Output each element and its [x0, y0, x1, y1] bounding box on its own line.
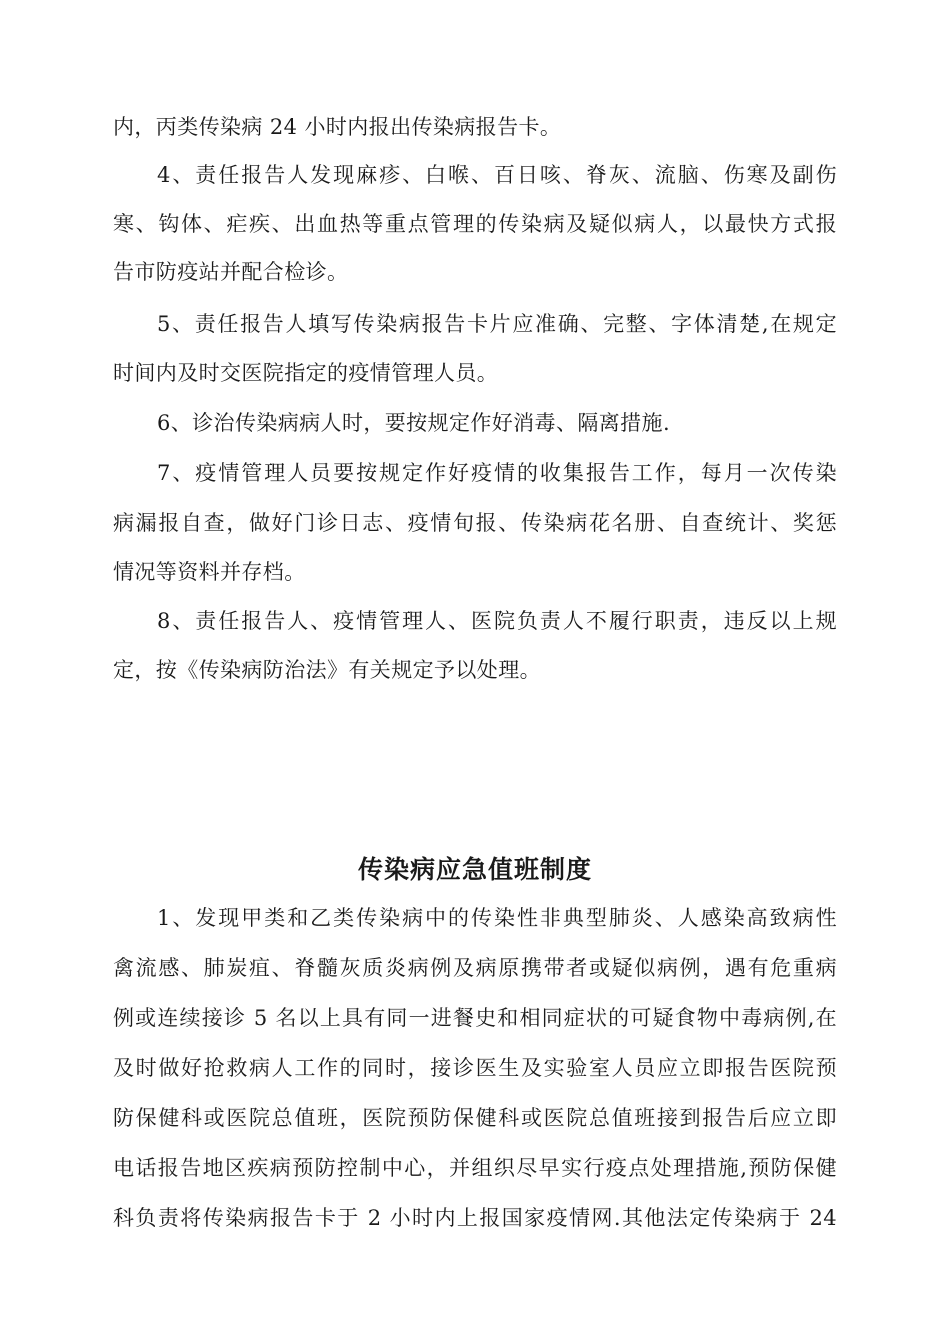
paragraph-line: 6、诊治传染病病人时，要按规定作好消毒、隔离措施.	[157, 411, 671, 435]
paragraph-line: 4、责任报告人发现麻疹、白喉、百日咳、脊灰、流脑、伤寒及副伤	[157, 163, 837, 187]
paragraph-line: 病漏报自查，做好门诊日志、疫情旬报、传染病花名册、自查统计、奖惩	[113, 511, 837, 535]
paragraph-line: 例或连续接诊 5 名以上具有同一进餐史和相同症状的可疑食物中毒病例,在	[113, 1006, 837, 1030]
paragraph-line: 情况等资料并存档。	[113, 560, 306, 584]
paragraph-line: 7、疫情管理人员要按规定作好疫情的收集报告工作，每月一次传染	[157, 461, 837, 485]
paragraph-line: 内，丙类传染病 24 小时内报出传染病报告卡。	[113, 115, 562, 139]
paragraph-line: 电话报告地区疾病预防控制中心，并组织尽早实行疫点处理措施,预防保健	[113, 1156, 837, 1180]
paragraph-line: 时间内及时交医院指定的疫情管理人员。	[113, 361, 499, 385]
paragraph-line: 禽流感、肺炭疽、脊髓灰质炎病例及病原携带者或疑似病例，遇有危重病	[113, 956, 837, 980]
paragraph-line: 科负责将传染病报告卡于 2 小时内上报国家疫情网.其他法定传染病于 24	[113, 1206, 837, 1230]
paragraph-line: 5、责任报告人填写传染病报告卡片应准确、完整、字体清楚,在规定	[157, 312, 837, 336]
paragraph-line: 1、发现甲类和乙类传染病中的传染性非典型肺炎、人感染高致病性	[157, 906, 837, 930]
paragraph-line: 及时做好抢救病人工作的同时，接诊医生及实验室人员应立即报告医院预	[113, 1056, 837, 1080]
paragraph-line: 告市防疫站并配合检诊。	[113, 260, 349, 284]
paragraph-line: 寒、钩体、疟疾、出血热等重点管理的传染病及疑似病人，以最快方式报	[113, 212, 837, 236]
paragraph-line: 防保健科或医院总值班，医院预防保健科或医院总值班接到报告后应立即	[113, 1106, 837, 1130]
paragraph-line: 8、责任报告人、疫情管理人、医院负责人不履行职责，违反以上规	[157, 609, 837, 633]
paragraph-line: 定，按《传染病防治法》有关规定予以处理。	[113, 658, 541, 682]
section-title: 传染病应急值班制度	[357, 855, 592, 884]
